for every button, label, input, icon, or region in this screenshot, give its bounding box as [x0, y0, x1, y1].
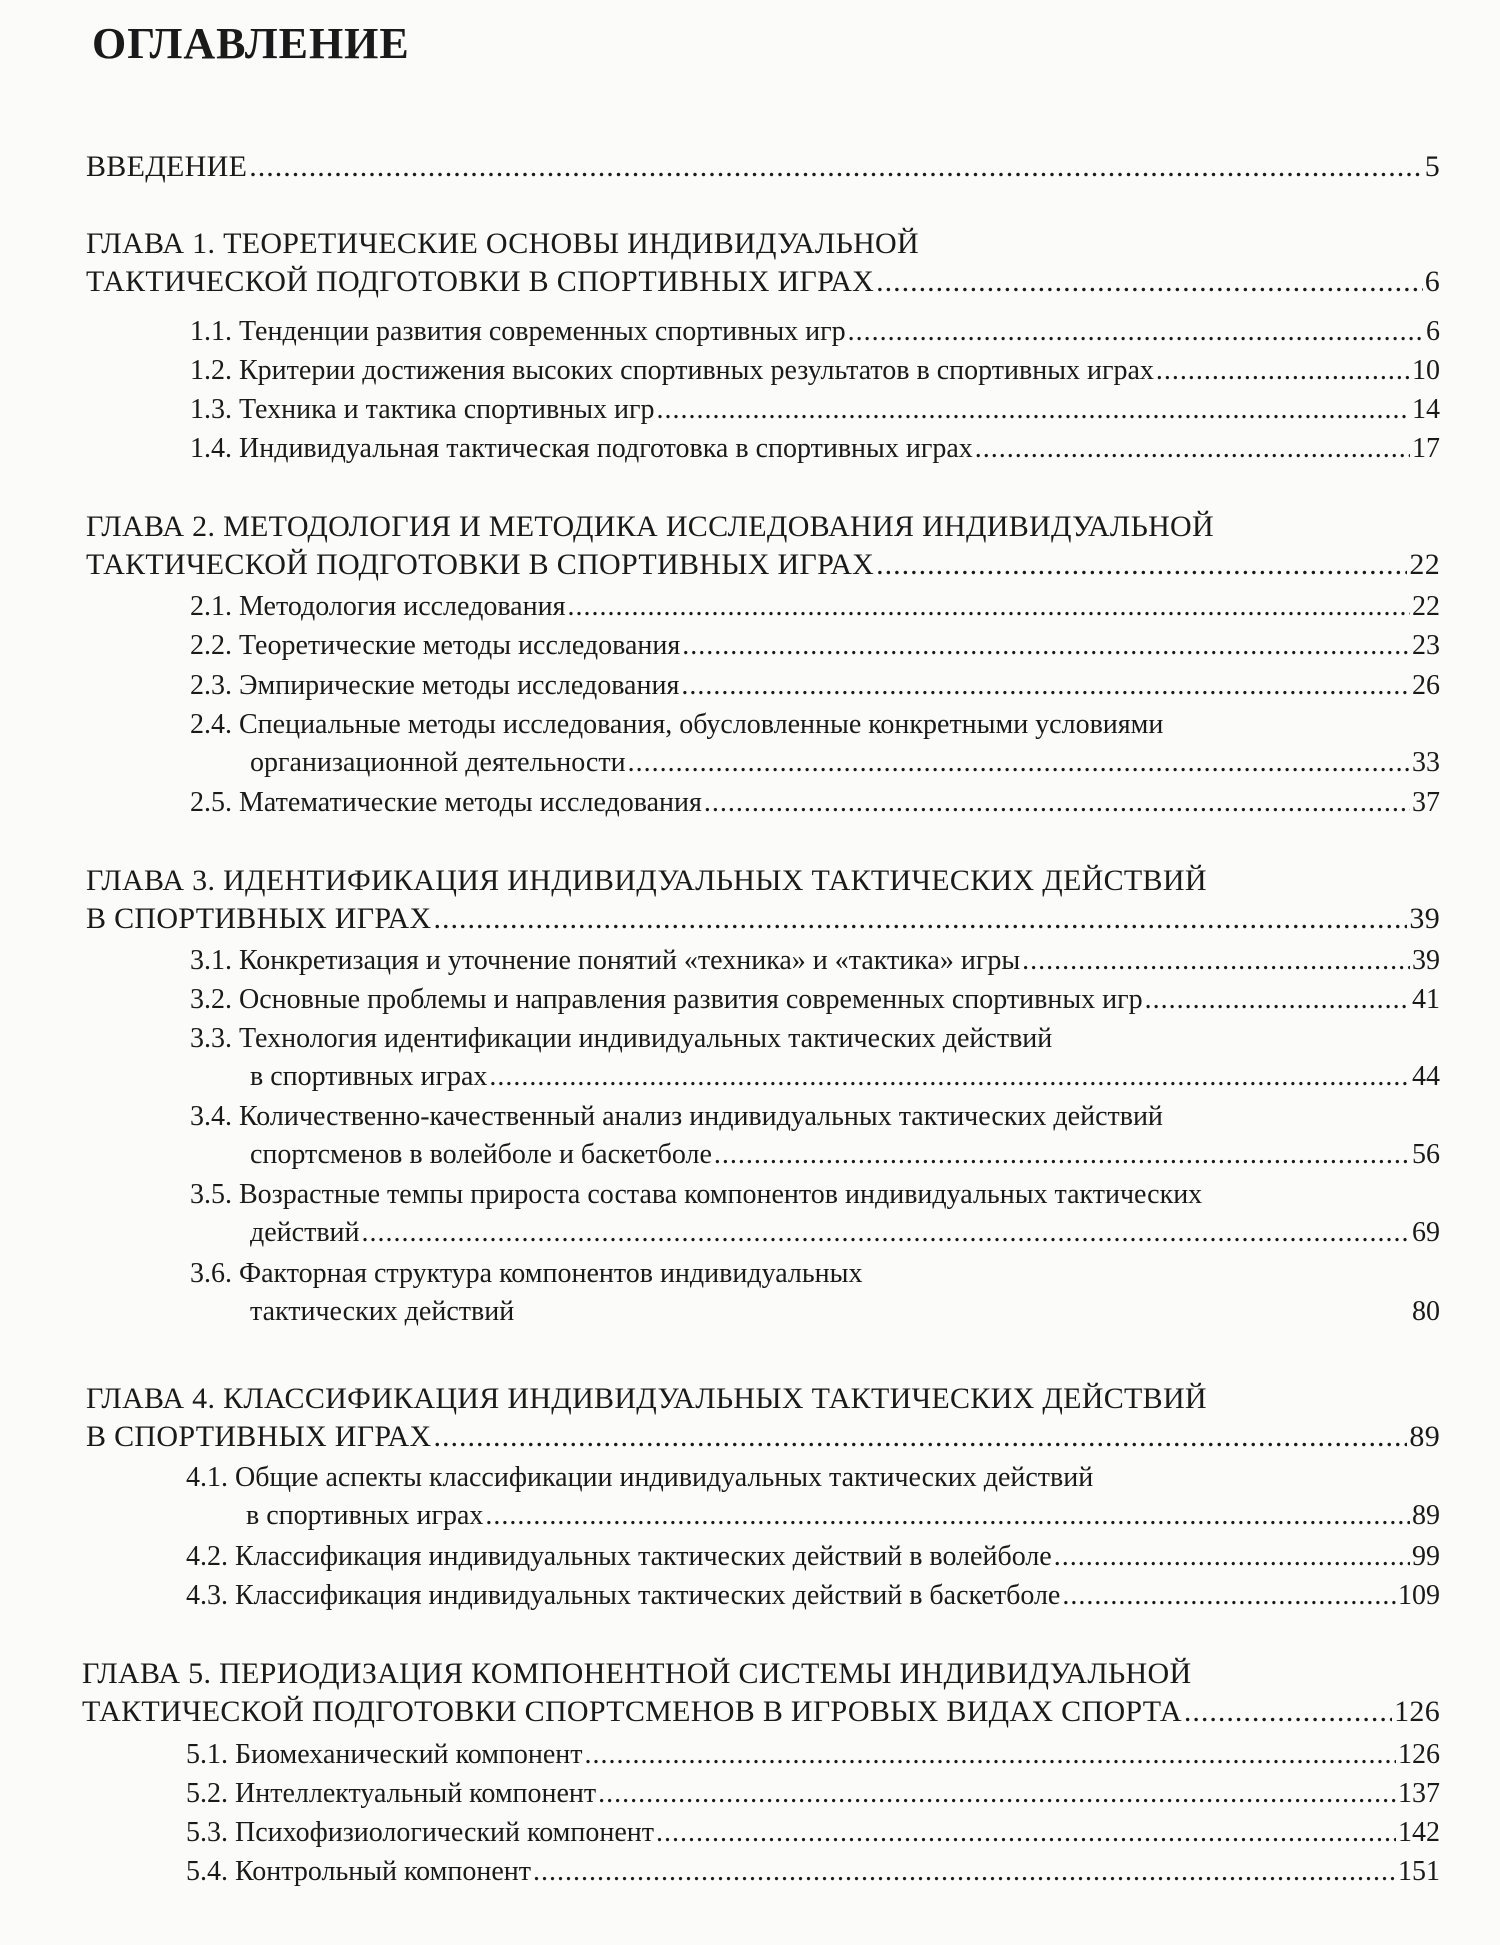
dot-leader — [489, 1058, 1410, 1096]
toc-entry-title: 3.1. Конкретизация и уточнение понятий «техника» и «тактика» игры — [190, 945, 1021, 976]
toc-page-number: 33 — [1412, 747, 1440, 778]
dot-leader — [714, 1136, 1410, 1174]
toc-entry-title-line: организационной деятельности — [250, 747, 626, 778]
toc-entry-title: 5.4. Контрольный компонент — [186, 1856, 531, 1887]
toc-page-number: 89 — [1409, 1420, 1440, 1453]
dot-leader — [975, 430, 1410, 468]
toc-entry-3-6[interactable] — [190, 1255, 1440, 1331]
toc-entry-1-2[interactable] — [190, 352, 1440, 390]
toc-entry-title-line: в спортивных играх — [250, 1061, 488, 1092]
toc-entry-4-1[interactable] — [186, 1459, 1440, 1535]
dot-leader — [567, 588, 1410, 626]
toc-page-number: 126 — [1398, 1739, 1440, 1770]
toc-entry-1-4[interactable] — [190, 430, 1440, 468]
toc-entry-title-line: ТАКТИЧЕСКОЙ ПОДГОТОВКИ СПОРТСМЕНОВ В ИГРОВЫХ ВИДАХ СПОРТА — [82, 1695, 1182, 1728]
toc-entry-2-4[interactable] — [190, 706, 1440, 782]
toc-entry-4-2[interactable] — [186, 1538, 1440, 1576]
toc-entry-chapter-4[interactable] — [86, 1380, 1440, 1456]
toc-entry-1-1[interactable] — [190, 313, 1440, 351]
toc-entry-title-line: 3.6. Факторная структура компонентов индивидуальных — [190, 1258, 863, 1289]
dot-leader — [656, 1814, 1396, 1852]
toc-page-number: 41 — [1412, 984, 1440, 1015]
toc-entry-title: 3.2. Основные проблемы и направления развития современных спортивных игр — [190, 984, 1143, 1015]
dot-leader — [848, 313, 1424, 351]
toc-entry-chapter-2[interactable] — [86, 508, 1440, 584]
toc-entry-title: 1.1. Тенденции развития современных спортивных игр — [190, 316, 846, 347]
toc-page-number: 80 — [1412, 1296, 1440, 1327]
toc-page-number: 44 — [1412, 1061, 1440, 1092]
dot-leader — [1156, 352, 1410, 390]
toc-entry-title-line: ГЛАВА 3. ИДЕНТИФИКАЦИЯ ИНДИВИДУАЛЬНЫХ ТАКТИЧЕСКИХ ДЕЙСТВИЙ — [86, 864, 1207, 897]
toc-entry-title-line: тактических действий — [250, 1296, 515, 1327]
toc-entry-2-1[interactable] — [190, 588, 1440, 626]
toc-page-number: 126 — [1394, 1695, 1440, 1728]
toc-entry-title: 2.1. Методология исследования — [190, 591, 566, 622]
toc-page-number: 5 — [1424, 150, 1440, 183]
toc-page-number: 39 — [1412, 945, 1440, 976]
dot-leader — [1145, 981, 1410, 1019]
toc-entry-title-line: спортсменов в волейболе и баскетболе — [250, 1139, 712, 1170]
dot-leader — [1062, 1577, 1396, 1615]
dot-leader — [533, 1853, 1396, 1891]
toc-entry-title-line: В СПОРТИВНЫХ ИГРАХ — [86, 1420, 432, 1453]
dot-leader — [876, 546, 1407, 584]
toc-entry-2-3[interactable] — [190, 667, 1440, 705]
dot-leader — [362, 1214, 1410, 1252]
dot-leader — [682, 627, 1410, 665]
dot-leader — [433, 1418, 1407, 1456]
toc-page-number: 22 — [1412, 591, 1440, 622]
toc-page-number: 17 — [1412, 433, 1440, 464]
toc-entry-title: ВВЕДЕНИЕ — [86, 150, 248, 183]
toc-page-number: 99 — [1412, 1541, 1440, 1572]
toc-entry-5-4[interactable] — [186, 1853, 1440, 1891]
toc-entry-1-3[interactable] — [190, 391, 1440, 429]
toc-entry-title-line: ГЛАВА 2. МЕТОДОЛОГИЯ И МЕТОДИКА ИССЛЕДОВАНИЯ ИНДИВИДУАЛЬНОЙ — [86, 510, 1214, 543]
toc-entry-chapter-1[interactable] — [86, 225, 1440, 301]
dot-leader — [585, 1736, 1396, 1774]
dot-leader — [876, 263, 1423, 301]
toc-entry-title-line: 4.1. Общие аспекты классификации индивидуальных тактических действий — [186, 1462, 1094, 1493]
dot-leader — [1022, 942, 1410, 980]
dot-leader — [1184, 1693, 1392, 1731]
toc-entry-3-2[interactable] — [190, 981, 1440, 1019]
toc-entry-chapter-5[interactable] — [82, 1655, 1440, 1731]
toc-entry-title: 5.2. Интеллектуальный компонент — [186, 1778, 597, 1809]
toc-entry-title-line: В СПОРТИВНЫХ ИГРАХ — [86, 902, 432, 935]
dot-leader — [628, 744, 1410, 782]
dot-leader — [433, 900, 1407, 938]
toc-page-number: 56 — [1412, 1139, 1440, 1170]
toc-entry-title: 1.2. Критерии достижения высоких спортивных результатов в спортивных играх — [190, 355, 1154, 386]
toc-entry-title-line: ГЛАВА 4. КЛАССИФИКАЦИЯ ИНДИВИДУАЛЬНЫХ ТАКТИЧЕСКИХ ДЕЙСТВИЙ — [86, 1382, 1207, 1415]
dot-leader — [598, 1775, 1396, 1813]
toc-page-number: 69 — [1412, 1217, 1440, 1248]
dot-leader — [704, 784, 1410, 822]
toc-entry-title: 4.3. Классификация индивидуальных тактических действий в баскетболе — [186, 1580, 1061, 1611]
toc-entry-title: 4.2. Классификация индивидуальных тактических действий в волейболе — [186, 1541, 1052, 1572]
toc-entry-title: 2.3. Эмпирические методы исследования — [190, 670, 680, 701]
toc-entry-title-line: ГЛАВА 1. ТЕОРЕТИЧЕСКИЕ ОСНОВЫ ИНДИВИДУАЛЬНОЙ — [86, 227, 919, 260]
page-title: ОГЛАВЛЕНИЕ — [92, 19, 410, 68]
toc-page-number: 10 — [1412, 355, 1440, 386]
toc-page-number: 137 — [1398, 1778, 1440, 1809]
toc-page-number: 23 — [1412, 630, 1440, 661]
toc-page-number: 151 — [1398, 1856, 1440, 1887]
toc-entry-title: 2.2. Теоретические методы исследования — [190, 630, 681, 661]
toc-entry-title-line: ТАКТИЧЕСКОЙ ПОДГОТОВКИ В СПОРТИВНЫХ ИГРАХ — [86, 548, 875, 581]
toc-entry-title: 1.3. Техника и тактика спортивных игр — [190, 394, 655, 425]
toc-entry-5-1[interactable] — [186, 1736, 1440, 1774]
toc-entry-5-2[interactable] — [186, 1775, 1440, 1813]
toc-entry-title-line: действий — [250, 1217, 360, 1248]
toc-entry-2-2[interactable] — [190, 627, 1440, 665]
toc-entry-title-line: 3.4. Количественно-качественный анализ индивидуальных тактических действий — [190, 1101, 1163, 1132]
toc-entry-title-line: ГЛАВА 5. ПЕРИОДИЗАЦИЯ КОМПОНЕНТНОЙ СИСТЕМЫ ИНДИВИДУАЛЬНОЙ — [82, 1657, 1192, 1690]
toc-entry-introduction[interactable] — [86, 148, 1440, 186]
toc-entry-title: 2.5. Математические методы исследования — [190, 787, 702, 818]
dot-leader — [1054, 1538, 1410, 1576]
toc-page-number: 22 — [1409, 548, 1440, 581]
toc-entry-4-3[interactable] — [186, 1577, 1440, 1615]
toc-page-number: 6 — [1426, 316, 1440, 347]
toc-entry-title-line: 3.3. Технология идентификации индивидуальных тактических действий — [190, 1023, 1053, 1054]
toc-page-number: 14 — [1412, 394, 1440, 425]
toc-entry-3-3[interactable] — [190, 1020, 1440, 1096]
toc-entry-5-3[interactable] — [186, 1814, 1440, 1852]
toc-page-number: 109 — [1398, 1580, 1440, 1611]
dot-leader — [656, 391, 1410, 429]
toc-entry-title: 1.4. Индивидуальная тактическая подготовка в спортивных играх — [190, 433, 973, 464]
toc-entry-3-5[interactable] — [190, 1176, 1440, 1252]
toc-page-number: 142 — [1398, 1817, 1440, 1848]
toc-page-number: 6 — [1424, 265, 1440, 298]
dot-leader — [681, 667, 1410, 705]
toc-entry-title-line: в спортивных играх — [246, 1500, 484, 1531]
toc-entry-title-line: ТАКТИЧЕСКОЙ ПОДГОТОВКИ В СПОРТИВНЫХ ИГРАХ — [86, 265, 875, 298]
toc-entry-3-4[interactable] — [190, 1098, 1440, 1174]
toc-entry-3-1[interactable] — [190, 942, 1440, 980]
toc-entry-title-line: 2.4. Специальные методы исследования, обусловленные конкретными условиями — [190, 709, 1164, 740]
toc-page-number: 37 — [1412, 787, 1440, 818]
toc-page-number: 39 — [1409, 902, 1440, 935]
toc-entry-title: 5.1. Биомеханический компонент — [186, 1739, 583, 1770]
dot-leader — [249, 148, 1422, 186]
toc-page-number: 26 — [1412, 670, 1440, 701]
toc-entry-title: 5.3. Психофизиологический компонент — [186, 1817, 655, 1848]
toc-entry-2-5[interactable] — [190, 784, 1440, 822]
toc-entry-title-line: 3.5. Возрастные темпы прироста состава компонентов индивидуальных тактических — [190, 1179, 1203, 1210]
dot-leader — [485, 1497, 1410, 1535]
toc-entry-chapter-3[interactable] — [86, 862, 1440, 938]
toc-page-number: 89 — [1412, 1500, 1440, 1531]
